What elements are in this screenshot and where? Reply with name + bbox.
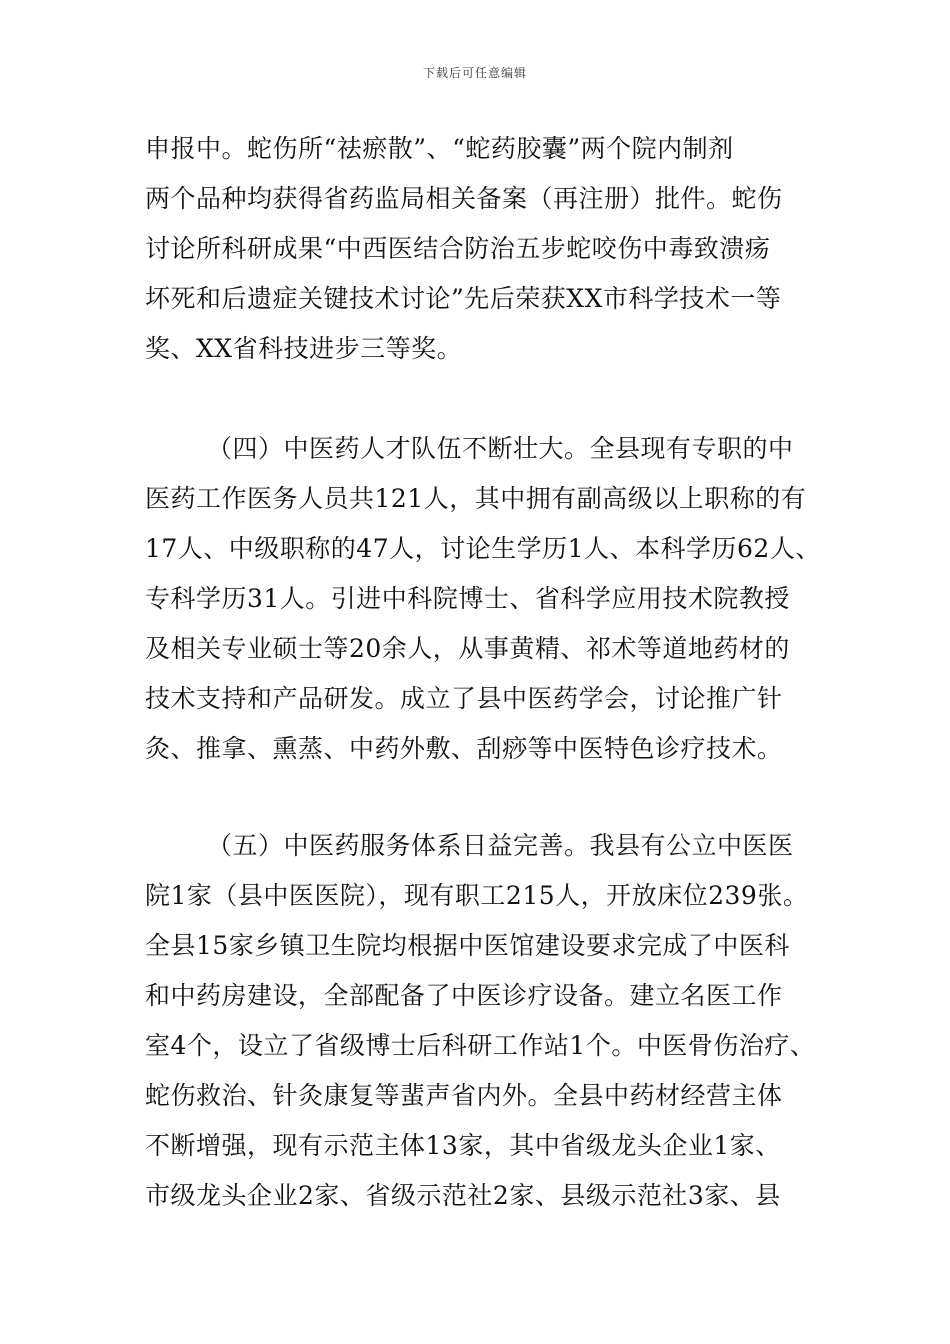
text-line: 院1家（县中医医院），现有职工215人，开放床位239张。 xyxy=(145,881,809,910)
text-line: 及相关专业硕士等20余人，从事黄精、祁术等道地药材的 xyxy=(145,634,790,663)
page-header: 下载后可任意编辑 xyxy=(422,66,527,80)
text-line: 技术支持和产品研发。成立了县中医药学会，讨论推广针 xyxy=(145,684,783,713)
text-line: 全县15家乡镇卫生院均根据中医馆建设要求完成了中医科 xyxy=(145,931,790,960)
text-line: 不断增强，现有示范主体13家，其中省级龙头企业1家、 xyxy=(145,1131,781,1160)
text-line: （五）中医药服务体系日益完善。我县有公立中医医 xyxy=(207,831,794,860)
text-line: 17人、中级职称的47人，讨论生学历1人、本科学历62人、 xyxy=(145,534,821,563)
text-line: 奖、XX省科技进步三等奖。 xyxy=(145,334,463,363)
text-line: 两个品种均获得省药监局相关备案（再注册）批件。蛇伤 xyxy=(145,184,783,213)
text-line: 和中药房建设，全部配备了中医诊疗设备。建立名医工作 xyxy=(145,981,783,1010)
text-line: 专科学历31人。引进中科院博士、省科学应用技术院教授 xyxy=(145,584,790,613)
text-line: 灸、推拿、熏蒸、中药外敷、刮痧等中医特色诊疗技术。 xyxy=(145,734,783,763)
text-line: 讨论所科研成果“中西医结合防治五步蛇咬伤中毒致溃疡 xyxy=(145,234,771,263)
text-line: 室4个，设立了省级博士后科研工作站1个。中医骨伤治疗、 xyxy=(145,1031,816,1060)
paragraph-continuation xyxy=(145,124,813,374)
paragraph-service-system xyxy=(145,821,816,1221)
paragraph-talent-team xyxy=(145,424,821,774)
text-line: 坏死和后遗症关键技术讨论”先后荣获XX市科学技术一等 xyxy=(145,284,782,313)
text-line: 市级龙头企业2家、省级示范社2家、县级示范社3家、县 xyxy=(145,1181,781,1210)
text-line: 蛇伤救治、针灸康复等蜚声省内外。全县中药材经营主体 xyxy=(145,1081,783,1110)
text-line: 申报中。蛇伤所“祛瘀散”、“蛇药胶囊”两个院内制剂 xyxy=(145,134,734,163)
text-line: （四）中医药人才队伍不断壮大。全县现有专职的中 xyxy=(207,434,794,463)
text-line: 医药工作医务人员共121人，其中拥有副高级以上职称的有 xyxy=(145,484,807,513)
